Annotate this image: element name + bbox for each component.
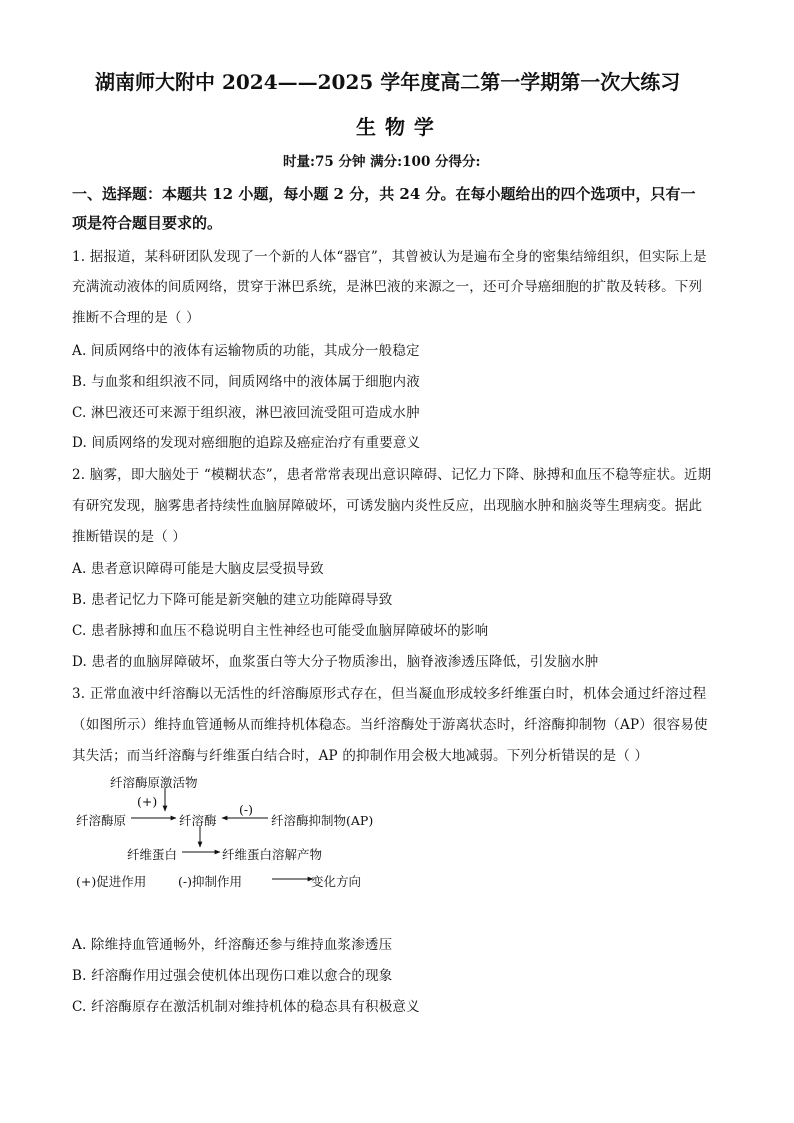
diagram-plasminogen: 纤溶酶原 bbox=[76, 813, 127, 828]
q3-stem-line3: 其失活；而当纤溶酶与纤维蛋白结合时，AP 的抑制作用会极大地减弱。下列分析错误的是（ ） bbox=[72, 748, 649, 764]
q3-option-a: A. 除维持血管通畅外，纤溶酶还参与维持血浆渗透压 bbox=[72, 937, 393, 953]
q2-option-b: B. 患者记忆力下降可能是新突触的建立功能障碍导致 bbox=[72, 592, 393, 608]
diagram-inhibitor: 纤溶酶抑制物(AP) bbox=[271, 813, 374, 828]
legend-inhibit: (-)抑制作用 bbox=[178, 874, 242, 889]
q1-option-c: C. 淋巴液还可来源于组织液，淋巴液回流受阻可造成水肿 bbox=[72, 405, 420, 421]
section-heading-line1: 一、选择题：本题共 12 小题，每小题 2 分，共 24 分。在每小题给出的四个选项中，只有一 bbox=[72, 185, 696, 203]
q2-option-d: D. 患者的血脑屏障破坏，血浆蛋白等大分子物质渗出，脑脊液渗透压降低，引发脑水肿 bbox=[72, 654, 599, 670]
subject-title: 生 物 学 bbox=[356, 115, 435, 139]
diagram-fibrin: 纤维蛋白 bbox=[127, 847, 178, 862]
q3-option-c: C. 纤溶酶原存在激活机制对维持机体的稳态具有积极意义 bbox=[72, 999, 420, 1015]
q1-stem-line2: 充满流动液体的间质网络，贯穿于淋巴系统，是淋巴液的来源之一，还可介导癌细胞的扩散及转移。下列 bbox=[72, 279, 703, 295]
q2-stem-line1: 2. 脑雾，即大脑处于 “模糊状态”，患者常常表现出意识障碍、记忆力下降、脉搏和血压不稳等症状。近期 bbox=[72, 467, 712, 483]
q2-option-a: A. 患者意识障碍可能是大脑皮层受损导致 bbox=[72, 561, 324, 577]
exam-meta: 时量:75 分钟 满分:100 分得分: bbox=[283, 154, 481, 170]
q3-stem-line2: （如图所示）维持血管通畅从而维持机体稳态。当纤溶酶处于游离状态时，纤溶酶抑制物（AP）很容易使 bbox=[72, 717, 708, 733]
diagram-plus: (+) bbox=[137, 794, 158, 809]
q2-stem-line2: 有研究发现，脑雾患者持续性血脑屏障破坏，可诱发脑内炎性反应，出现脑水肿和脑炎等生理病变。据此 bbox=[72, 498, 703, 514]
q1-stem-line3: 推断不合理的是（ ） bbox=[72, 310, 200, 326]
q3-option-b: B. 纤溶酶作用过强会使机体出现伤口难以愈合的现象 bbox=[72, 968, 393, 984]
diagram-product: 纤维蛋白溶解产物 bbox=[222, 847, 323, 862]
section-heading-line2: 项是符合题目要求的。 bbox=[72, 214, 223, 232]
legend-promote: (+)促进作用 bbox=[76, 874, 147, 889]
q1-option-d: D. 间质网络的发现对癌细胞的追踪及癌症治疗有重要意义 bbox=[72, 435, 421, 451]
diagram-minus: (-) bbox=[239, 802, 253, 817]
diagram-activator: 纤溶酶原激活物 bbox=[110, 775, 198, 790]
diagram-plasmin: 纤溶酶 bbox=[179, 813, 217, 828]
q3-stem-line1: 3. 正常血液中纤溶酶以无活性的纤溶酶原形式存在，但当凝血形成较多纤维蛋白时，机体会通过纤溶过程 bbox=[72, 686, 707, 702]
q2-option-c: C. 患者脉搏和血压不稳说明自主性神经也可能受血脑屏障破坏的影响 bbox=[72, 623, 489, 639]
q1-option-a: A. 间质网络中的液体有运输物质的功能，其成分一般稳定 bbox=[72, 343, 420, 359]
q1-option-b: B. 与血浆和组织液不同，间质网络中的液体属于细胞内液 bbox=[72, 374, 420, 390]
legend-direction: 变化方向 bbox=[311, 874, 362, 889]
page-title: 湖南师大附中 2024——2025 学年度高二第一学期第一次大练习 bbox=[95, 70, 681, 94]
q1-stem-line1: 1. 据报道，某科研团队发现了一个新的人体“器官”，其曾被认为是遍布全身的密集结缔组织，但实际上是 bbox=[72, 249, 707, 265]
q2-stem-line3: 推断错误的是（ ） bbox=[72, 529, 187, 545]
